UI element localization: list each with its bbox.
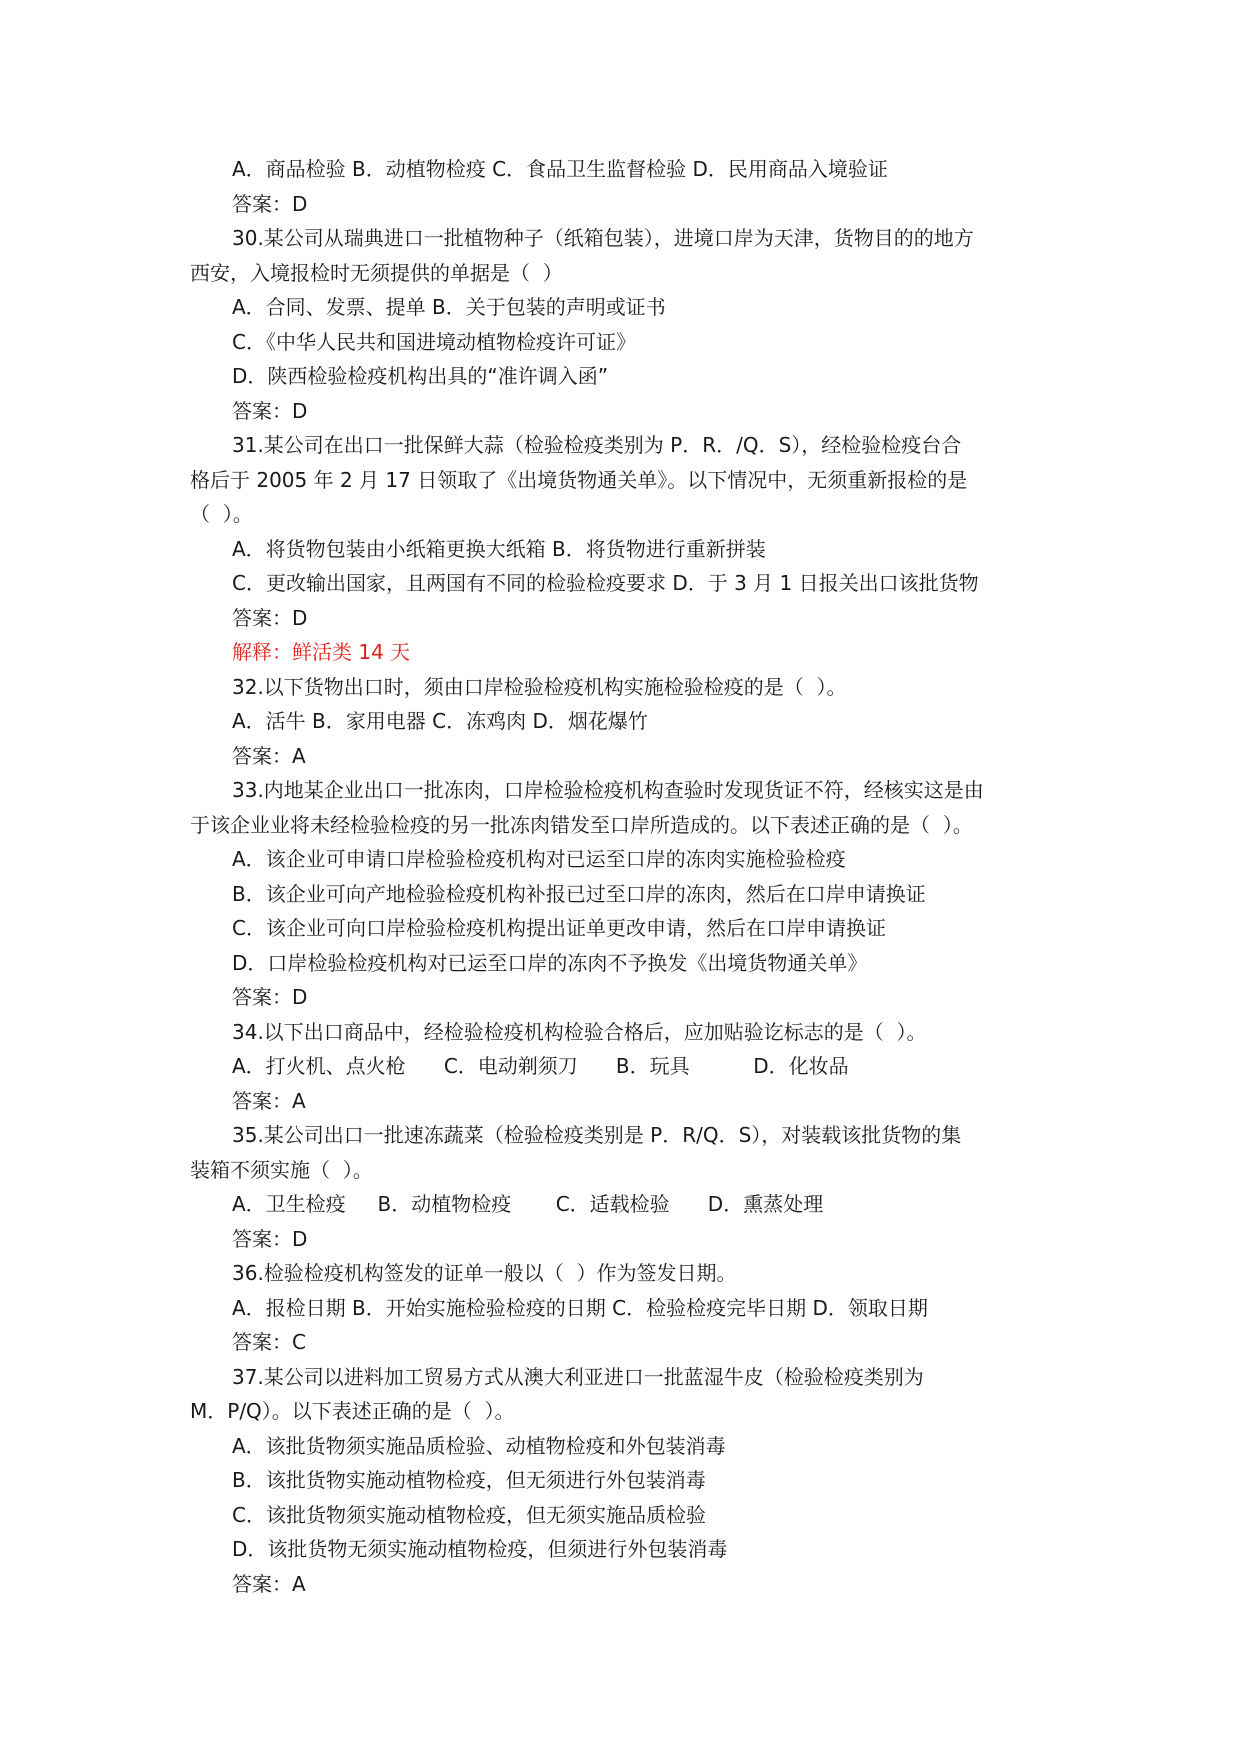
q31-question-end: （ ）。 <box>190 502 253 526</box>
q36-question: 36.检验检疫机构签发的证单一般以（ ）作为签发日期。 <box>232 1261 737 1285</box>
q33-option-a: A．该企业可申请口岸检验检疫机构对已运至口岸的冻肉实施检验检疫 <box>232 847 846 871</box>
q31-question: 31.某公司在出口一批保鲜大蒜（检验检疫类别为 P．R．/Q．S），经检验检疫台合 <box>232 433 962 457</box>
q37-option-b: B．该批货物实施动植物检疫，但无须进行外包装消毒 <box>232 1468 706 1492</box>
q35-answer: 答案：D <box>232 1227 308 1251</box>
q36-options: A．报检日期 B．开始实施检验检疫的日期 C．检验检疫完毕日期 D．领取日期 <box>232 1296 928 1320</box>
q30-option-ab: A．合同、发票、提单 B．关于包装的声明或证书 <box>232 295 666 319</box>
q33-question: 33.内地某企业出口一批冻肉，口岸检验检疫机构查验时发现货证不符，经核实这是由 <box>232 778 984 802</box>
q34-answer: 答案：A <box>232 1089 306 1113</box>
q35-question-cont: 装箱不须实施（ ）。 <box>190 1158 373 1182</box>
q37-question-cont: M．P/Q）。以下表述正确的是（ ）。 <box>190 1399 515 1423</box>
q31-answer: 答案：D <box>232 606 308 630</box>
q33-option-c: C．该企业可向口岸检验检疫机构提出证单更改申请，然后在口岸申请换证 <box>232 916 886 940</box>
q33-question-cont: 于该企业业将未经检验检疫的另一批冻肉错发至口岸所造成的。以下表述正确的是（ ）。 <box>190 813 973 837</box>
q31-option-cd: C．更改输出国家，且两国有不同的检验检疫要求 D．于 3 月 1 日报关出口该批货物 <box>232 571 979 595</box>
q35-options: A．卫生检疫 B．动植物检疫 C．适载检验 D．熏蒸处理 <box>232 1192 824 1216</box>
q32-answer: 答案：A <box>232 744 306 768</box>
q36-answer: 答案：C <box>232 1330 306 1354</box>
q30-question-cont: 西安，入境报检时无须提供的单据是（ ） <box>190 261 563 285</box>
q34-options: A．打火机、点火枪 C．电动剃须刀 B．玩具 D．化妆品 <box>232 1054 849 1078</box>
q37-option-c: C．该批货物须实施动植物检疫，但无须实施品质检验 <box>232 1503 706 1527</box>
q32-question: 32.以下货物出口时，须由口岸检验检疫机构实施检验检疫的是（ ）。 <box>232 675 847 699</box>
q37-answer: 答案：A <box>232 1572 306 1596</box>
q32-options: A．活牛 B．家用电器 C．冻鸡肉 D．烟花爆竹 <box>232 709 648 733</box>
q31-option-ab: A．将货物包装由小纸箱更换大纸箱 B．将货物进行重新拼装 <box>232 537 766 561</box>
q33-answer: 答案：D <box>232 985 308 1009</box>
q33-option-d: D．口岸检验检疫机构对已运至口岸的冻肉不予换发《出境货物通关单》 <box>232 951 868 975</box>
q34-question: 34.以下出口商品中，经检验检疫机构检验合格后，应加贴验讫标志的是（ ）。 <box>232 1020 927 1044</box>
q30-option-c: C．《中华人民共和国进境动植物检疫许可证》 <box>232 330 636 354</box>
q30-answer: 答案：D <box>232 399 308 423</box>
q29-options: A．商品检验 B．动植物检疫 C．食品卫生监督检验 D．民用商品入境验证 <box>232 157 888 181</box>
q31-question-cont: 格后于 2005 年 2 月 17 日领取了《出境货物通关单》。以下情况中，无须重新报检的是 <box>190 468 968 492</box>
q35-question: 35.某公司出口一批速冻蔬菜（检验检疫类别是 P．R/Q．S），对装载该批货物的集 <box>232 1123 962 1147</box>
q37-option-d: D．该批货物无须实施动植物检疫，但须进行外包装消毒 <box>232 1537 728 1561</box>
q37-question: 37.某公司以进料加工贸易方式从澳大利亚进口一批蓝湿牛皮（检验检疫类别为 <box>232 1365 924 1389</box>
q30-option-d: D．陕西检验检疫机构出具的“准许调入函” <box>232 364 609 388</box>
q33-option-b: B．该企业可向产地检验检疫机构补报已过至口岸的冻肉，然后在口岸申请换证 <box>232 882 926 906</box>
q37-option-a: A．该批货物须实施品质检验、动植物检疫和外包装消毒 <box>232 1434 726 1458</box>
q30-question: 30.某公司从瑞典进口一批植物种子（纸箱包装），进境口岸为天津，货物目的的地方 <box>232 226 974 250</box>
q29-answer: 答案：D <box>232 192 308 216</box>
q31-explanation: 解释：鲜活类 14 天 <box>232 640 411 664</box>
